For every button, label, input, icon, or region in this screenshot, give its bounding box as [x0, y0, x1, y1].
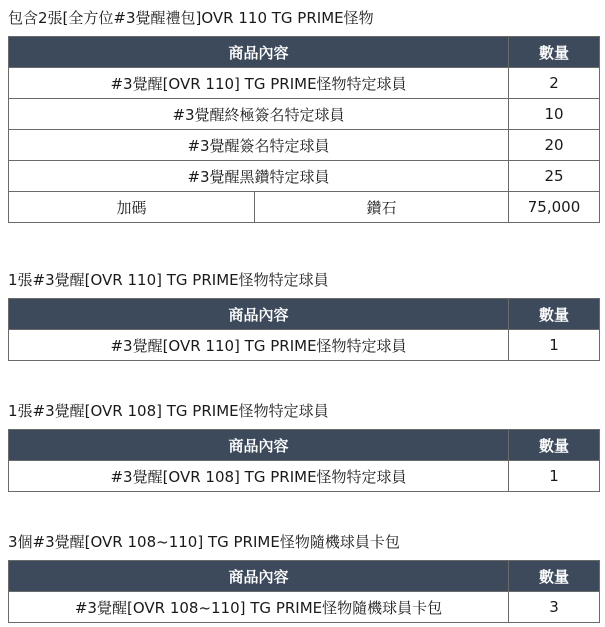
package-section-4 — [8, 532, 599, 623]
header-qty: 數量 — [509, 561, 600, 592]
table-row — [9, 461, 600, 492]
item-qty: 3 — [509, 592, 600, 623]
table-row — [9, 330, 600, 361]
item-name: #3覺醒黑鑽特定球員 — [9, 161, 509, 192]
header-content: 商品內容 — [9, 37, 509, 68]
item-qty: 10 — [509, 99, 600, 130]
contents-table — [8, 36, 600, 223]
contents-table — [8, 298, 600, 361]
item-name: #3覺醒[OVR 110] TG PRIME怪物特定球員 — [9, 330, 509, 361]
table-row — [9, 99, 600, 130]
table-header-row — [9, 430, 600, 461]
section-title: 3個#3覺醒[OVR 108~110] TG PRIME怪物隨機球員卡包 — [8, 533, 400, 551]
item-qty: 1 — [509, 330, 600, 361]
item-name: #3覺醒[OVR 108~110] TG PRIME怪物隨機球員卡包 — [9, 592, 509, 623]
package-section-2 — [8, 270, 599, 361]
bonus-row — [9, 192, 600, 223]
item-qty: 2 — [509, 68, 600, 99]
bonus-item: 鑽石 — [255, 192, 509, 223]
item-qty: 25 — [509, 161, 600, 192]
bonus-label: 加碼 — [9, 192, 255, 223]
section-title: 1張#3覺醒[OVR 108] TG PRIME怪物特定球員 — [8, 402, 329, 420]
contents-table — [8, 560, 600, 623]
item-qty: 1 — [509, 461, 600, 492]
package-section-3 — [8, 401, 599, 492]
table-header-row — [9, 37, 600, 68]
table-row — [9, 68, 600, 99]
item-name: #3覺醒簽名特定球員 — [9, 130, 509, 161]
table-row — [9, 130, 600, 161]
item-name: #3覺醒[OVR 110] TG PRIME怪物特定球員 — [9, 68, 509, 99]
section-title: 1張#3覺醒[OVR 110] TG PRIME怪物特定球員 — [8, 271, 329, 289]
header-content: 商品內容 — [9, 430, 509, 461]
header-content: 商品內容 — [9, 299, 509, 330]
table-header-row — [9, 299, 600, 330]
header-content: 商品內容 — [9, 561, 509, 592]
bonus-qty: 75,000 — [509, 192, 600, 223]
item-name: #3覺醒終極簽名特定球員 — [9, 99, 509, 130]
item-qty: 20 — [509, 130, 600, 161]
header-qty: 數量 — [509, 37, 600, 68]
section-title: 包含2張[全方位#3覺醒禮包]OVR 110 TG PRIME怪物 — [8, 9, 374, 27]
header-qty: 數量 — [509, 430, 600, 461]
table-header-row — [9, 561, 600, 592]
table-row — [9, 161, 600, 192]
item-name: #3覺醒[OVR 108] TG PRIME怪物特定球員 — [9, 461, 509, 492]
table-row — [9, 592, 600, 623]
contents-table — [8, 429, 600, 492]
package-section-1 — [8, 8, 599, 223]
header-qty: 數量 — [509, 299, 600, 330]
